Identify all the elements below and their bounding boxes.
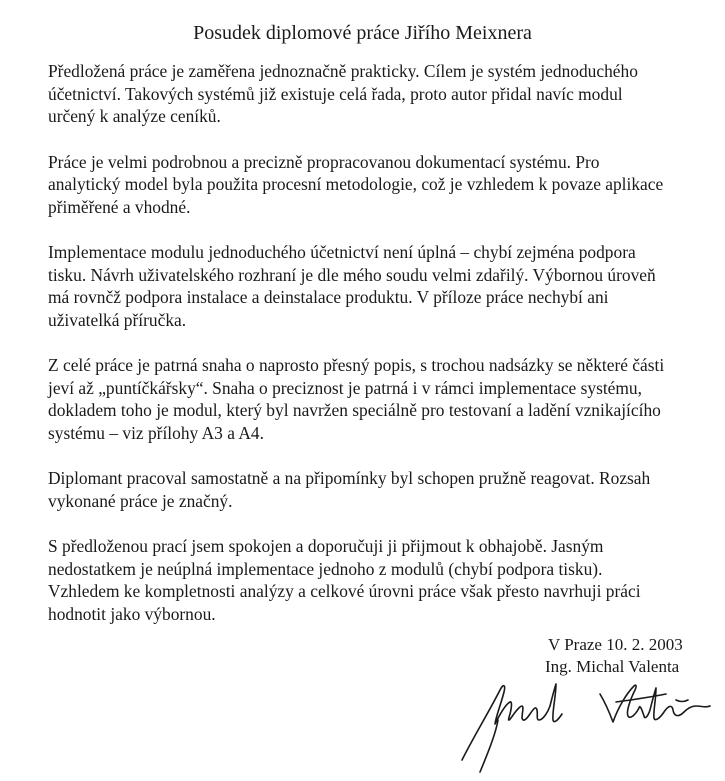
paragraph-6 [48, 535, 693, 625]
paragraph-1 [48, 60, 693, 128]
signer-name: Ing. Michal Valenta [545, 657, 680, 676]
paragraph-4 [48, 354, 693, 444]
document-body [48, 60, 693, 648]
paragraph-line: Předložená práce je zaměřena jednoznačně prakticky. Cílem je systém jednoduchého [48, 61, 638, 81]
place-date: V Praze 10. 2. 2003 [548, 635, 683, 654]
paragraph-line: Vzhledem ke kompletnosti analýzy a celkové úrovni práce však přesto navrhuji práci [48, 581, 641, 601]
paragraph-line: jeví až „puntíčkářsky“. Snaha o preciznost je patrná i v rámci implementace systému, [48, 377, 642, 398]
paragraph-line: vykonané práce je značný. [48, 490, 233, 511]
paragraph-line: S předloženou prací jsem spokojen a doporučuji ji přijmout k obhajobě. Jasným [48, 536, 604, 556]
document-title: Posudek diplomové práce Jiřího Meixnera [193, 22, 532, 44]
paragraph-line: Implementace modulu jednoduchého účetnictví není úplná – chybí zejména podpora [48, 242, 636, 262]
paragraph-line: určený k analýze ceníků. [48, 106, 221, 126]
paragraph-line: Práce je velmi podrobnou a precizně propracovanou dokumentací systému. Pro [48, 151, 600, 172]
paragraph-line: analytický model byla použita procesní metodologie, což je vzhledem k povaze aplikace [48, 174, 664, 194]
paragraph-line: přiměřené a vhodné. [48, 196, 191, 217]
paragraph-3 [48, 241, 693, 331]
paragraph-line: systému – viz přílohy A3 a A4. [48, 422, 264, 443]
paragraph-5 [48, 467, 693, 512]
paragraph-2 [48, 151, 693, 219]
paragraph-line: nedostatkem je neúplná implementace jednoho z modulů (chybí podpora tisku). [48, 558, 603, 579]
paragraph-line: hodnotit jako výbornou. [48, 603, 216, 624]
paragraph-line: dokladem toho je modul, který byl navržen speciálně pro testovaní a ladění vznikajícího [48, 400, 661, 420]
paragraph-line: má rovnčž podpora instalace a deinstalace produktu. V příloze práce nechybí ani [48, 287, 609, 307]
paragraph-line: účetnictví. Takových systémů již existuje celá řada, proto autor přidal navíc modul [48, 83, 623, 104]
paragraph-line: tisku. Návrh uživatelského rozhraní je dle mého soudu velmi zdařilý. Výbornou úroveň [48, 264, 656, 285]
handwritten-signature [440, 676, 720, 776]
paragraph-line: Z celé práce je patrná snaha o naprosto přesný popis, s trochou nadsázky se některé části [48, 355, 665, 375]
paragraph-line: Diplomant pracoval samostatně a na připomínky byl schopen pružně reagovat. Rozsah [48, 468, 651, 488]
paragraph-line: uživatelká příručka. [48, 309, 187, 330]
signature-block [545, 634, 683, 678]
